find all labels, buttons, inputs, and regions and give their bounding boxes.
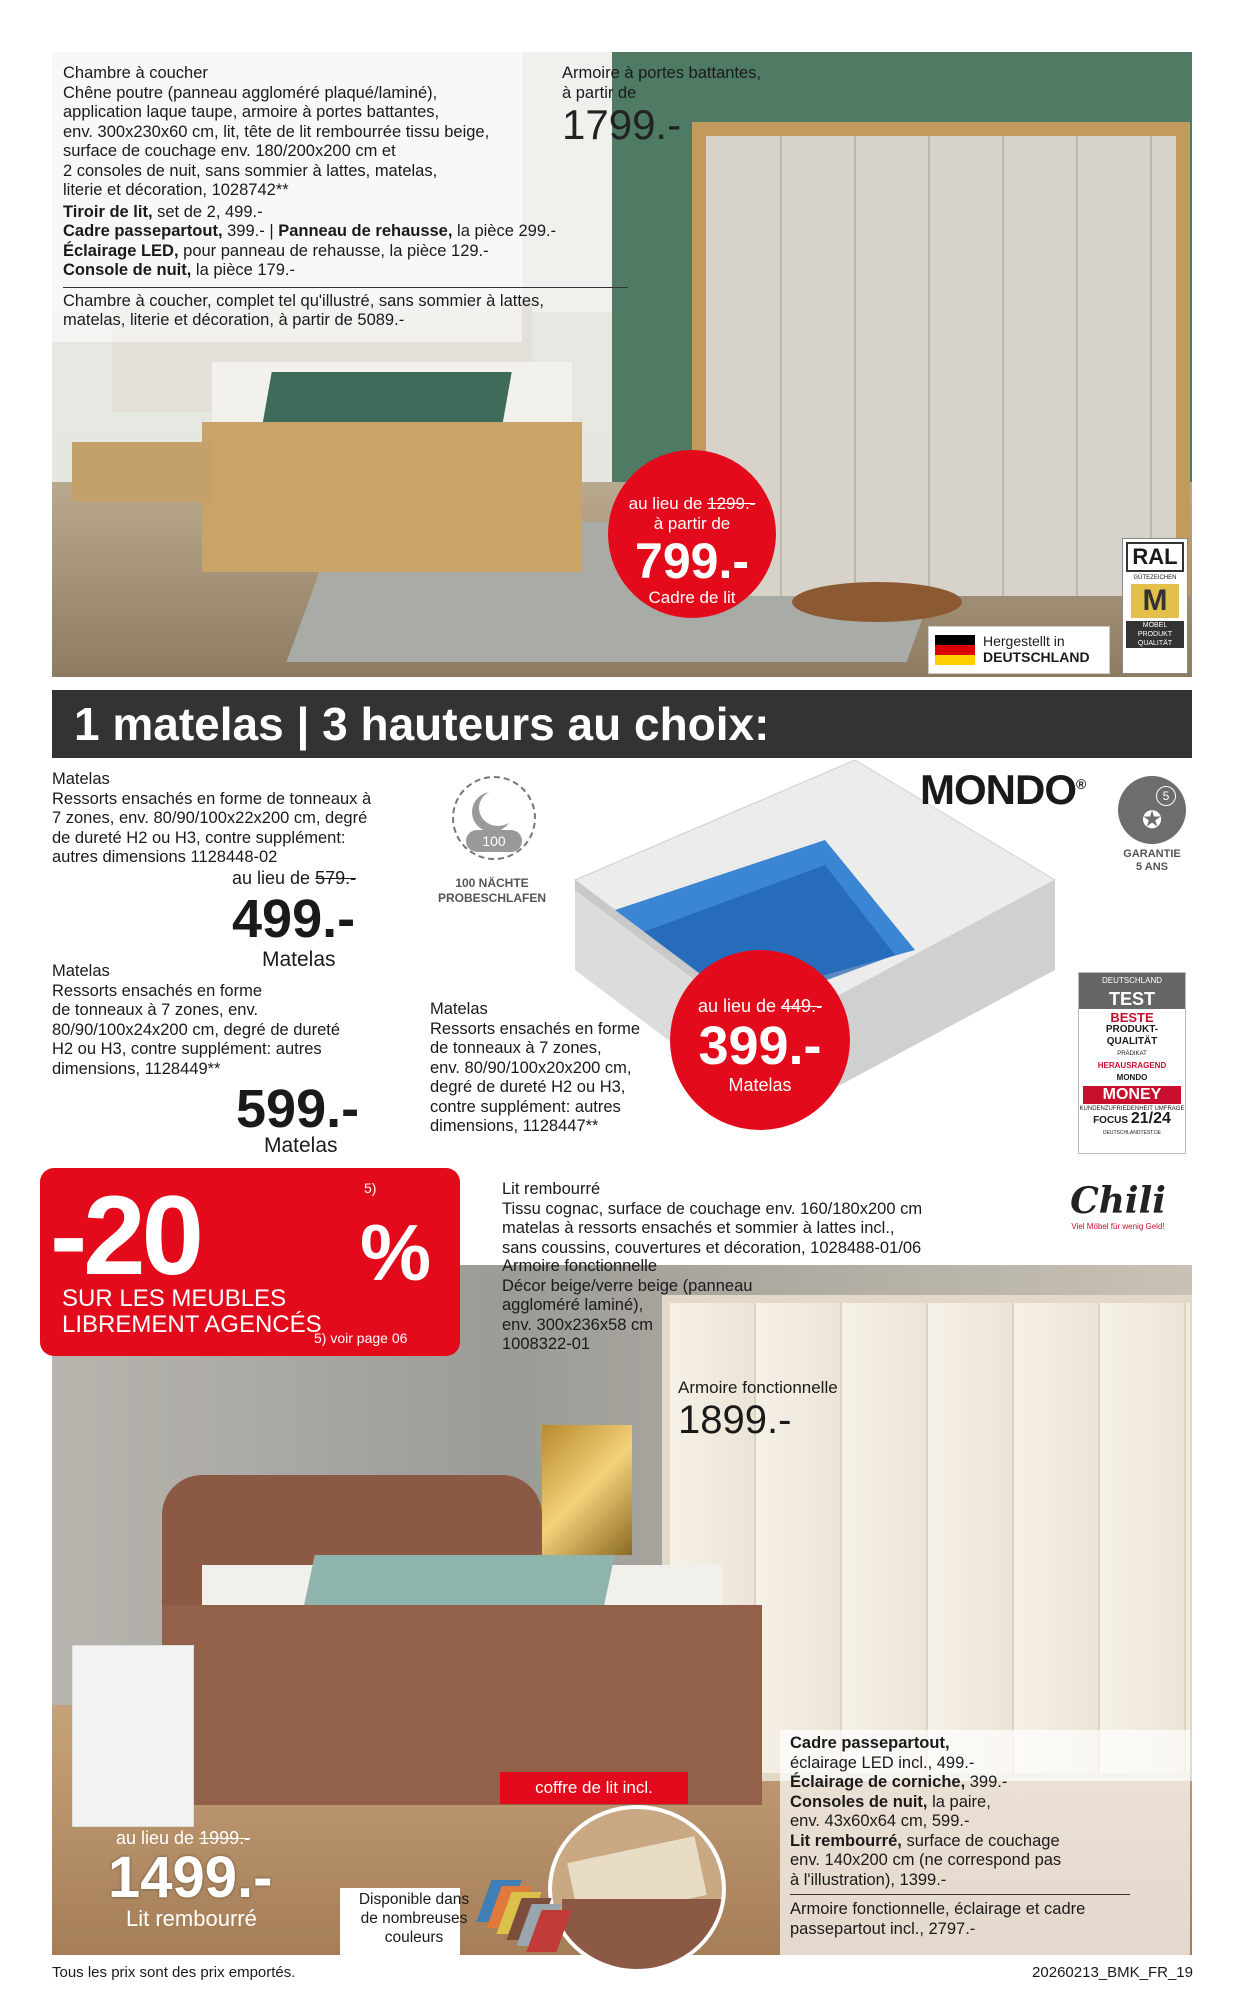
trial-label: 100 NÄCHTE PROBESCHLAFEN — [437, 876, 546, 905]
nightstand — [72, 442, 212, 502]
page-code: 20260213_BMK_FR_19 — [1032, 1964, 1193, 1981]
medal-icon: ✪ — [1141, 807, 1163, 834]
mattress-2-line: dimensions, 1128449** — [52, 1059, 221, 1078]
description-line: surface de couchage env. 180/200x200 cm et — [63, 142, 396, 160]
wardrobe-label: Armoire à portes battantes, à partir de — [562, 64, 762, 102]
wardrobe-line: Décor beige/verre beige (panneau — [502, 1276, 753, 1295]
made-in-germany-badge: Hergestellt in DEUTSCHLAND — [928, 626, 1110, 674]
fabric-swatches — [484, 1880, 564, 1960]
bed-line: Tissu cognac, surface de couchage env. 160/180x200 cm — [502, 1199, 923, 1218]
mattress-3-description — [430, 1000, 690, 1137]
wardrobe-line: Armoire fonctionnelle — [502, 1257, 657, 1275]
description-line: literie et décoration, 1028742** — [63, 181, 289, 199]
mattress-1-line: 7 zones, env. 80/90/100x22x200 cm, degré — [52, 809, 368, 827]
bed-old-price: au lieu de 1999.- — [116, 1828, 251, 1848]
upholstered-bed-description — [502, 1180, 1022, 1258]
bed-price: 1499.- — [108, 1845, 273, 1910]
option-line: Cadre passepartout, 399.- | Panneau de rehausse, la pièce 299.- — [63, 222, 557, 240]
mattress-2-price: 599.- — [236, 1079, 360, 1139]
wardrobe-line: 1008322-01 — [502, 1335, 591, 1353]
ral-quality-seal: RAL GÜTEZEICHEN M MÖBEL PRODUKT QUALITÄT — [1122, 538, 1188, 674]
colors-line: de nombreuses — [360, 1910, 468, 1927]
wardrobe-price: 1799.- — [562, 101, 682, 148]
mattress-3-line: env. 80/90/100x20x200 cm, — [430, 1058, 632, 1077]
complete-line: passepartout incl., 2797.- — [790, 1919, 976, 1938]
mattress-3-line: Matelas — [430, 1000, 488, 1018]
extras-list — [790, 1734, 1190, 1890]
bed-item: Lit rembourré — [126, 1906, 257, 1931]
wall-art — [542, 1425, 632, 1555]
mattress-2-item: Matelas — [264, 1134, 338, 1157]
white-nightstand — [72, 1645, 194, 1827]
promo-20-percent: -20 % 5) SUR LES MEUBLES LIBREMENT AGENCÉS 5) voir page 06 — [40, 1168, 460, 1356]
bed-frame-price-badge: au lieu de 1299.- à partir de 799.- Cadre de lit — [608, 450, 776, 618]
colors-line: Disponible dans — [358, 1891, 470, 1908]
mattress-3-price-badge: au lieu de 449.- 399.- Matelas — [670, 950, 850, 1130]
colors-note — [346, 1890, 482, 1947]
mattress-1-item: Matelas — [262, 948, 336, 971]
mattress-3-line: dimensions, 1128447** — [430, 1117, 599, 1135]
mattress-3-line: de tonneaux à 7 zones, — [430, 1039, 602, 1057]
description-line: application laque taupe, armoire à portes battantes, — [63, 103, 440, 121]
wardrobe-line: aggloméré laminé), — [502, 1296, 644, 1314]
extra-item: Cadre passepartout, éclairage LED incl., 499.- — [790, 1734, 975, 1772]
colors-line: couleurs — [384, 1929, 444, 1946]
storage-tag: coffre de lit incl. — [500, 1772, 688, 1804]
functional-wardrobe-description — [502, 1257, 862, 1355]
bedroom-description — [63, 64, 583, 331]
bed-storage-inset — [548, 1805, 726, 1973]
deutschland-test-seal: DEUTSCHLAND TEST BESTE PRODUKT- QUALITÄT PRÄDIKAT HERAUSRAGEND MONDO MONEY KUNDENZUFRIEDENHEIT UMFRAGE FOCUS 21/24 DEUTSCHLANDTEST.DE — [1078, 972, 1186, 1154]
mattress-2-line: de tonneaux à 7 zones, env. — [52, 1001, 259, 1019]
coffee-table — [792, 582, 962, 622]
bed-line: Lit rembourré — [502, 1180, 601, 1198]
mattress-2-line: H2 ou H3, contre supplément: autres — [52, 1040, 322, 1058]
mattress-2-line: 80/90/100x24x200 cm, degré de dureté — [52, 1020, 341, 1039]
mattress-1-description — [52, 770, 432, 868]
mattress-1-line: de dureté H2 ou H3, contre supplément: — [52, 828, 346, 847]
extra-item: Lit rembourré, surface de couchage env. 140x200 cm (ne correspond pas à l'illustration), 1399.- — [790, 1831, 1062, 1889]
description-line: env. 300x230x60 cm, lit, tête de lit rembourrée tissu beige, — [63, 122, 490, 141]
option-line: Console de nuit, la pièce 179.- — [63, 261, 295, 279]
bed-line: matelas à ressorts ensachés et sommier à lattes incl., — [502, 1219, 895, 1237]
mattress-3-line: Ressorts ensachés en forme — [430, 1019, 641, 1038]
mattress-1-line: Matelas — [52, 770, 110, 788]
mattress-1-line: autres dimensions 1128448-02 — [52, 848, 278, 866]
option-line: Éclairage LED, pour panneau de rehausse, la pièce 129.- — [63, 241, 489, 260]
mattress-2-line: Ressorts ensachés en forme — [52, 981, 263, 1000]
wardrobe-line: env. 300x236x58 cm — [502, 1315, 654, 1334]
extra-item: Éclairage de corniche, 399.- — [790, 1773, 1008, 1791]
functional-wardrobe-label: Armoire fonctionnelle — [678, 1378, 838, 1397]
complete-line: Chambre à coucher, complet tel qu'illustré, sans sommier à lattes, — [63, 291, 544, 310]
mondo-logo: MONDO® — [920, 766, 1086, 813]
mattress-banner: 1 matelas | 3 hauteurs au choix: — [52, 690, 1192, 758]
mattress-3-line: degré de dureté H2 ou H3, — [430, 1078, 626, 1096]
bed-frame — [202, 422, 582, 572]
footer-note: Tous les prix sont des prix emportés. — [52, 1964, 296, 1981]
functional-wardrobe-price: 1899.- — [678, 1398, 792, 1442]
guarantee-badge: 5 ✪ — [1118, 776, 1186, 844]
mattress-3-line: contre supplément: autres — [430, 1097, 621, 1116]
mattress-2-description — [52, 962, 432, 1079]
complete-line: Armoire fonctionnelle, éclairage et cadre — [790, 1900, 1086, 1918]
chili-logo: Chili Viel Möbel für wenig Geld! — [1070, 1180, 1166, 1231]
complete-line: matelas, literie et décoration, à partir de 5089.- — [63, 311, 405, 329]
description-line: 2 consoles de nuit, sans sommier à lattes, matelas, — [63, 161, 438, 180]
description-line: Chambre à coucher — [63, 64, 208, 82]
bed-line: sans coussins, couvertures et décoration, 1028488-01/06 — [502, 1238, 922, 1257]
german-flag-icon — [935, 635, 975, 665]
mattress-1-line: Ressorts ensachés en forme de tonneaux à — [52, 789, 372, 808]
option-line: Tiroir de lit, set de 2, 499.- — [63, 202, 263, 221]
mattress-1-price: 499.- — [232, 889, 356, 949]
extra-item: Consoles de nuit, la paire, env. 43x60x64 cm, 599.- — [790, 1792, 991, 1830]
complete-set-note — [790, 1900, 1190, 1939]
mattress-2-line: Matelas — [52, 962, 110, 980]
moon-sleep-icon: 100 — [452, 776, 536, 860]
mattress-1-old-price: au lieu de 579.- — [232, 868, 357, 888]
description-line: Chêne poutre (panneau aggloméré plaqué/laminé), — [63, 83, 438, 102]
